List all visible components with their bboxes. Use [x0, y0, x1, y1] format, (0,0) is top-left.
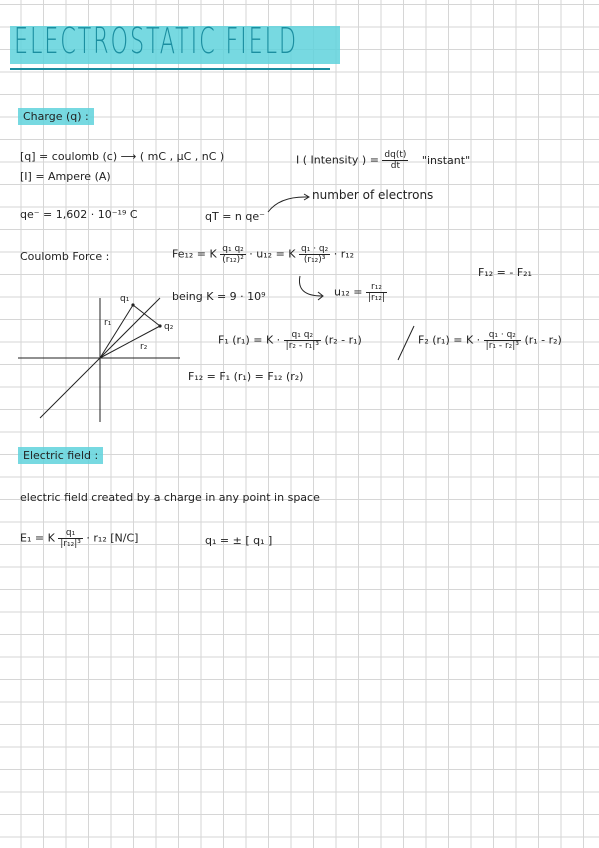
electron-charge: qe⁻ = 1,602 · 10⁻¹⁹ C [20, 208, 138, 221]
force-1-lhs: F₁ (r₁) = K · [218, 333, 281, 347]
e-field-tail: · r₁₂ [N/C] [86, 531, 139, 545]
force-1-tail: (r₂ - r₁) [324, 333, 362, 347]
force-2-frac [484, 330, 521, 351]
force-2-formula [418, 330, 562, 351]
charge-units: [q] = coulomb (c) ⟶ ( mC , μC , nC ) [20, 150, 225, 163]
electric-field-heading: Electric field : [18, 447, 103, 464]
diagram-r2: r₂ [140, 342, 148, 352]
force-2-num: q₁ · q₂ [484, 330, 521, 341]
frac2-den: (r₁₂)³ [303, 255, 326, 265]
e-field-den: |r₁₂|³ [60, 539, 81, 549]
intensity-num: dq(t) [384, 150, 407, 160]
electric-field-formula [20, 528, 138, 549]
intensity-label: I ( Intensity ) = [296, 153, 379, 167]
force-2-lhs: F₂ (r₁) = K · [418, 333, 481, 347]
coulomb-tail: · r₁₂ [333, 247, 355, 261]
electric-field-description: electric field created by a charge in any point in space [20, 491, 320, 504]
charge-heading: Charge (q) : [18, 108, 94, 125]
force-2-tail: (r₁ - r₂) [524, 333, 562, 347]
unit-vector-lhs: u₁₂ = [334, 285, 363, 299]
unit-vector-den: |r₁₂| [368, 293, 385, 303]
e-field-lhs: E₁ = K [20, 531, 55, 545]
force-1-num: q₁ q₂ [284, 330, 321, 341]
total-charge: qT = n qe⁻ [205, 210, 265, 223]
coulomb-mid: · u₁₂ = K [249, 247, 296, 261]
e-field-num: q₁ [58, 528, 83, 539]
page-title: ELECTROSTATIC FIELD [14, 21, 298, 62]
k-constant: being K = 9 · 10⁹ [172, 290, 266, 303]
force-relation: F₁₂ = F₁ (r₁) = F₁₂ (r₂) [188, 370, 304, 383]
number-electrons-note: number of electrons [312, 188, 434, 202]
intensity-den: dt [390, 161, 401, 171]
diagram-q2: q₂ [164, 322, 174, 332]
frac1-num: q₁ q₂ [220, 244, 246, 255]
unit-vector-num: r₁₂ [366, 282, 387, 293]
newton-third-law: F₁₂ = - F₂₁ [478, 266, 532, 279]
force-1-den: |r₂ - r₁|³ [285, 341, 319, 351]
intensity-note: "instant" [421, 153, 471, 167]
charge-definition: q₁ = ± [ q₁ ] [205, 534, 273, 547]
force-2-den: |r₁ - r₂|³ [485, 341, 519, 351]
frac1-den: (r₁₂)² [222, 255, 244, 265]
diagram-r1: r₁ [104, 318, 112, 328]
e-field-frac [58, 528, 83, 549]
diagram-q1: q₁ [120, 294, 130, 304]
coulomb-lhs: Fe₁₂ = K [172, 247, 217, 261]
frac2-num: q₁ · q₂ [301, 244, 329, 254]
current-units: [I] = Ampere (A) [20, 170, 111, 183]
coulomb-label: Coulomb Force : [20, 250, 110, 263]
